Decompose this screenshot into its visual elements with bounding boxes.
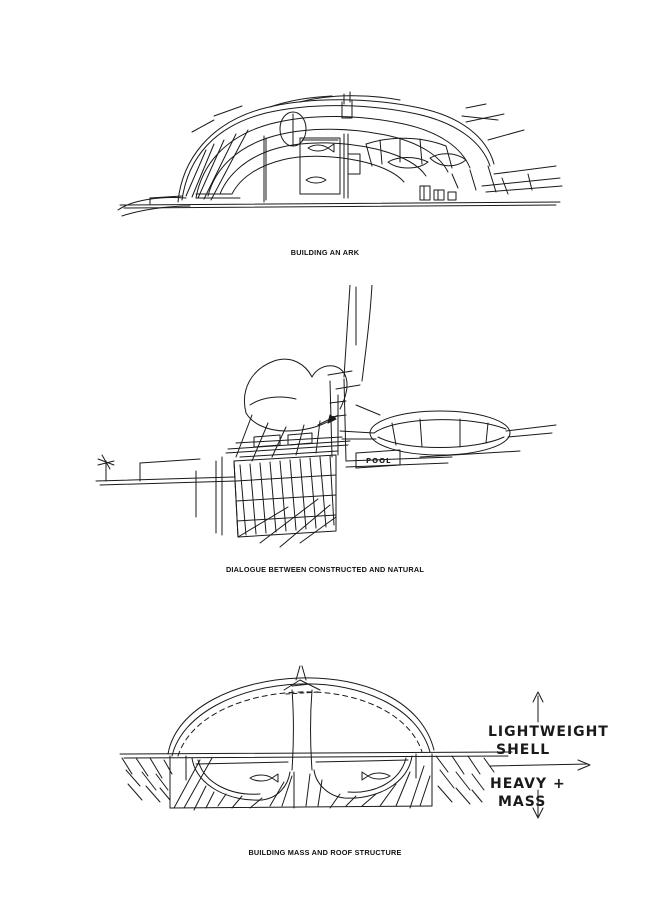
sketch-building-mass-and-roof: [0, 660, 650, 835]
annotation-pool: POOL: [366, 457, 392, 465]
figure-caption: DIALOGUE BETWEEN CONSTRUCTED AND NATURAL: [225, 565, 425, 574]
annotation-mass: MASS: [498, 794, 547, 810]
figure-caption: BUILDING AN ARK: [290, 248, 360, 257]
annotation-lightweight: LIGHTWEIGHT: [488, 724, 609, 740]
sketch-dialogue-constructed-natural: [0, 285, 650, 555]
figure-building-an-ark: [0, 74, 650, 257]
figure-dialogue-constructed-natural: [0, 285, 650, 574]
annotation-shell: SHELL: [496, 742, 551, 758]
figure-caption: BUILDING MASS AND ROOF STRUCTURE: [248, 848, 402, 857]
sketch-building-an-ark: [0, 74, 650, 234]
annotation-heavy: HEAVY +: [490, 776, 566, 792]
figure-building-mass-and-roof: [0, 660, 650, 857]
